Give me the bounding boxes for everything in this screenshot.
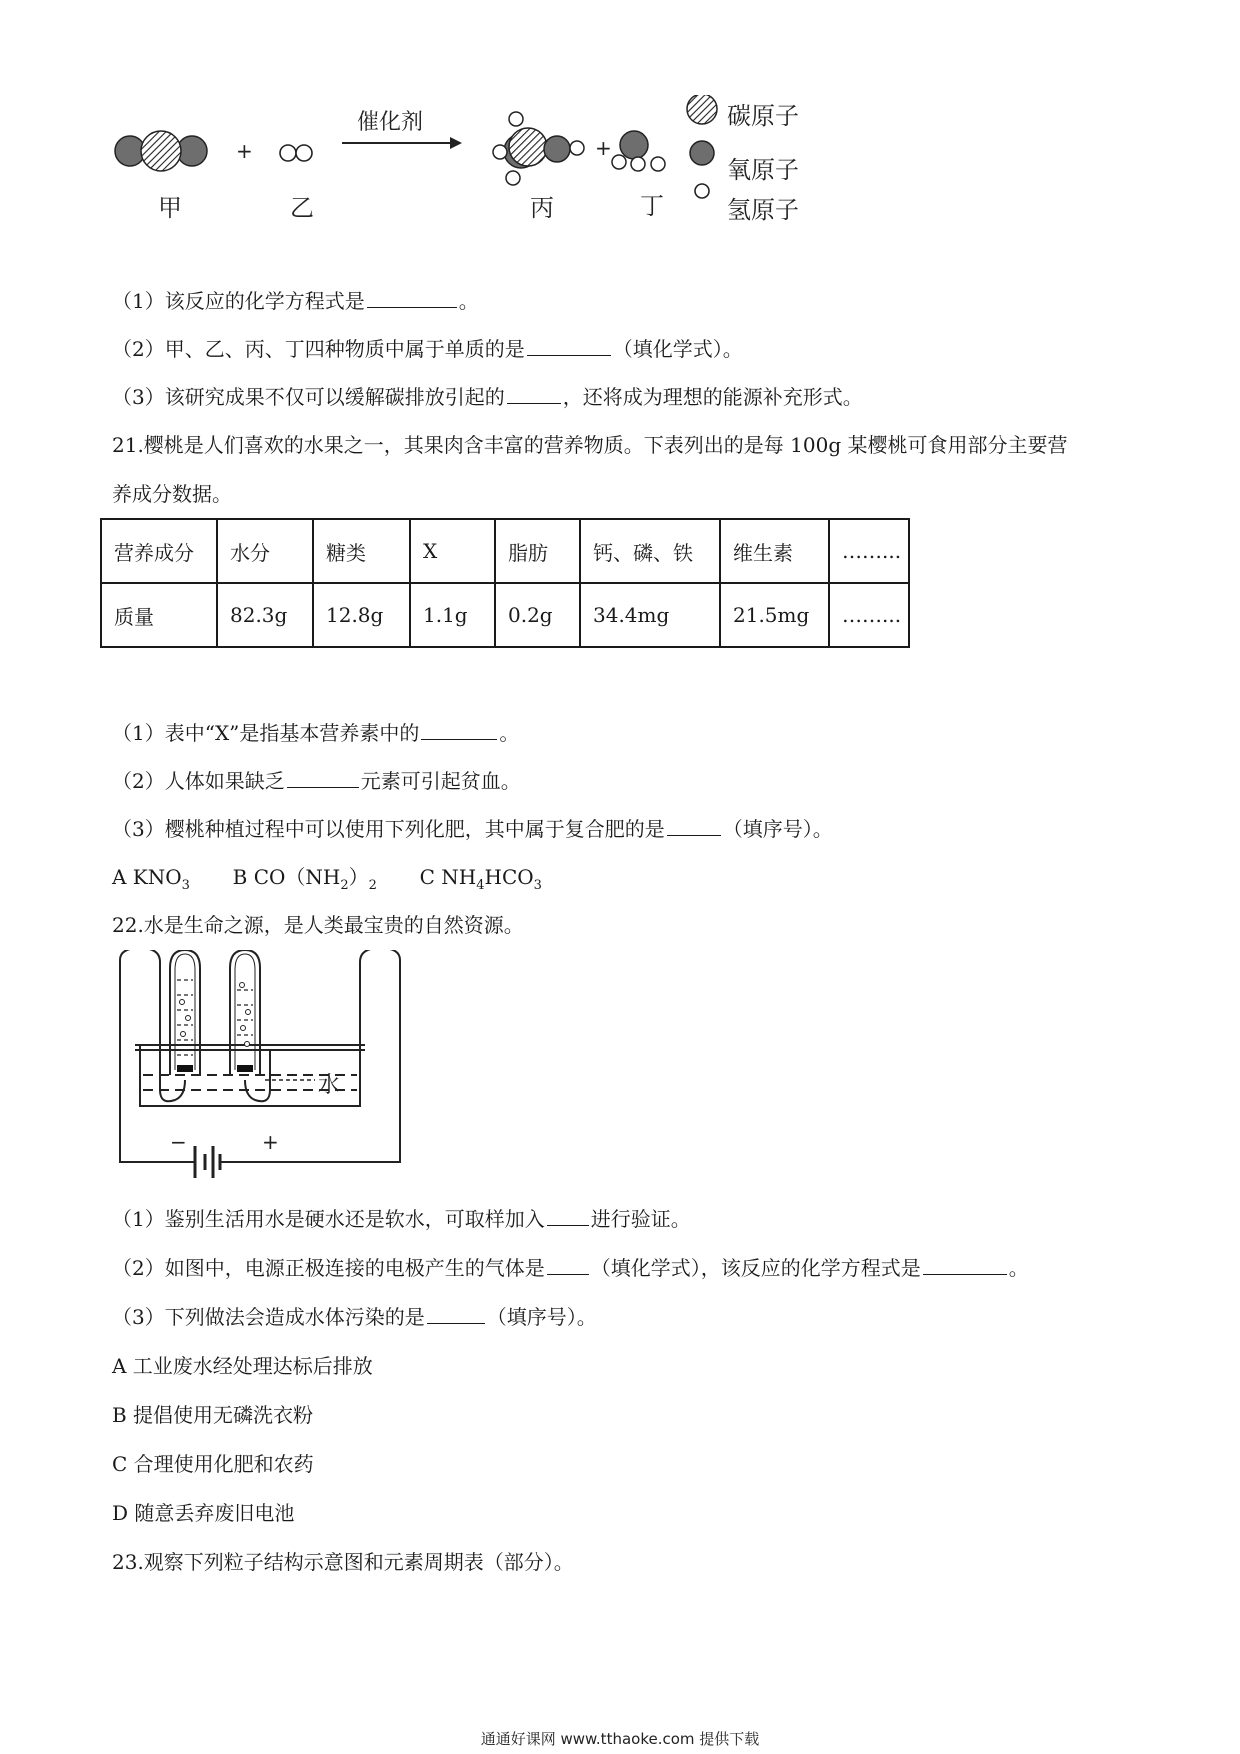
table-cell: ……... bbox=[829, 583, 909, 647]
answer-blank[interactable] bbox=[667, 817, 721, 836]
table-cell: ……... bbox=[829, 519, 909, 583]
table-cell: X bbox=[410, 519, 495, 583]
q21-intro-line1: 21.樱桃是人们喜欢的水果之一，其果肉含丰富的营养物质。下表列出的是每 100g 某樱桃可食用部分主要营 bbox=[112, 433, 1068, 457]
table-cell: 12.8g bbox=[313, 583, 410, 647]
hydrogen-atom-icon bbox=[695, 184, 709, 198]
q22-option-a: A 工业废水经处理达标后排放 bbox=[112, 1354, 373, 1378]
label-yi: 乙 bbox=[290, 194, 314, 222]
electrolysis-apparatus-figure bbox=[115, 950, 415, 1200]
q21-part2: （2）人体如果缺乏 元素可引起贫血。 bbox=[112, 769, 521, 793]
table-cell: 质量 bbox=[101, 583, 217, 647]
q20-part3: （3）该研究成果不仅可以缓解碳排放引起的 ，还将成为理想的能源补充形式。 bbox=[112, 385, 863, 409]
table-cell: 1.1g bbox=[410, 583, 495, 647]
q22-part1: （1）鉴别生活用水是硬水还是软水，可取样加入 进行验证。 bbox=[112, 1207, 691, 1231]
legend-carbon-label: 碳原子 bbox=[727, 102, 799, 130]
answer-blank[interactable] bbox=[507, 385, 561, 404]
q22-option-d: D 随意丢弃废旧电池 bbox=[112, 1501, 295, 1525]
table-cell: 维生素 bbox=[720, 519, 829, 583]
q20-part1: （1）该反应的化学方程式是 。 bbox=[112, 289, 479, 313]
table-cell: 82.3g bbox=[217, 583, 313, 647]
table-cell: 糖类 bbox=[313, 519, 410, 583]
option-b: B $CO(NH_2)_2$ bbox=[232, 865, 377, 893]
q22-option-b: B 提倡使用无磷洗衣粉 bbox=[112, 1403, 314, 1427]
table-cell: 21.5mg bbox=[720, 583, 829, 647]
label-jia: 甲 bbox=[158, 194, 182, 222]
answer-blank[interactable] bbox=[923, 1256, 1007, 1275]
table-cell: 0.2g bbox=[495, 583, 580, 647]
answer-blank[interactable] bbox=[527, 337, 611, 356]
answer-blank[interactable] bbox=[547, 1207, 589, 1226]
table-row bbox=[101, 583, 909, 647]
table-cell: 34.4mg bbox=[580, 583, 720, 647]
label-ding: 丁 bbox=[640, 192, 664, 220]
water-label: 水 bbox=[318, 1073, 341, 1098]
molecule-jia bbox=[115, 131, 207, 171]
q21-intro-line2: 养成分数据。 bbox=[112, 482, 232, 506]
positive-terminal-label: + bbox=[262, 1130, 279, 1154]
legend-oxygen-label: 氧原子 bbox=[727, 156, 799, 184]
table-row bbox=[101, 519, 909, 583]
label-bing: 丙 bbox=[530, 194, 554, 222]
table-cell: 水分 bbox=[217, 519, 313, 583]
oxygen-atom-icon bbox=[690, 141, 714, 165]
q22-option-c: C 合理使用化肥和农药 bbox=[112, 1452, 314, 1476]
molecule-ding bbox=[612, 131, 665, 171]
table-cell: 脂肪 bbox=[495, 519, 580, 583]
option-c: C $NH_4HCO_3$ bbox=[419, 865, 542, 893]
table-cell: 营养成分 bbox=[101, 519, 217, 583]
catalyst-label: 催化剂 bbox=[357, 110, 424, 135]
plus-sign-1: + bbox=[236, 139, 253, 163]
q22-part2: （2）如图中，电源正极连接的电极产生的气体是 （填化学式），该反应的化学方程式是 。 bbox=[112, 1256, 1029, 1280]
answer-blank[interactable] bbox=[367, 289, 457, 308]
nutrition-table bbox=[100, 518, 910, 648]
answer-blank[interactable] bbox=[287, 769, 359, 788]
legend-hydrogen-label: 氢原子 bbox=[727, 196, 799, 224]
table-cell: 钙、磷、铁 bbox=[580, 519, 720, 583]
answer-blank[interactable] bbox=[427, 1305, 485, 1324]
option-a: A $KNO_3$ bbox=[112, 865, 190, 893]
carbon-atom-icon bbox=[687, 95, 717, 124]
q21-options bbox=[112, 861, 542, 893]
negative-terminal-label: − bbox=[170, 1130, 187, 1154]
q21-part3: （3）樱桃种植过程中可以使用下列化肥，其中属于复合肥的是 （填序号）。 bbox=[112, 817, 833, 841]
reaction-molecules-figure bbox=[110, 95, 830, 235]
plus-sign-2: + bbox=[595, 136, 612, 160]
molecule-bing bbox=[493, 112, 584, 185]
q20-part2: （2）甲、乙、丙、丁四种物质中属于单质的是 （填化学式）。 bbox=[112, 337, 743, 361]
page-footer: 通通好课网 www.tthaoke.com 提供下载 bbox=[480, 1730, 760, 1748]
molecule-yi bbox=[280, 145, 312, 161]
answer-blank[interactable] bbox=[421, 721, 497, 740]
q22-part3: （3）下列做法会造成水体污染的是 （填序号）。 bbox=[112, 1305, 597, 1329]
q23-intro: 23.观察下列粒子结构示意图和元素周期表（部分）。 bbox=[112, 1550, 574, 1574]
q21-part1: （1）表中“X”是指基本营养素中的 。 bbox=[112, 721, 520, 745]
answer-blank[interactable] bbox=[547, 1256, 589, 1275]
legend bbox=[687, 95, 717, 198]
q22-intro: 22.水是生命之源，是人类最宝贵的自然资源。 bbox=[112, 913, 524, 937]
reaction-arrow bbox=[342, 137, 462, 149]
